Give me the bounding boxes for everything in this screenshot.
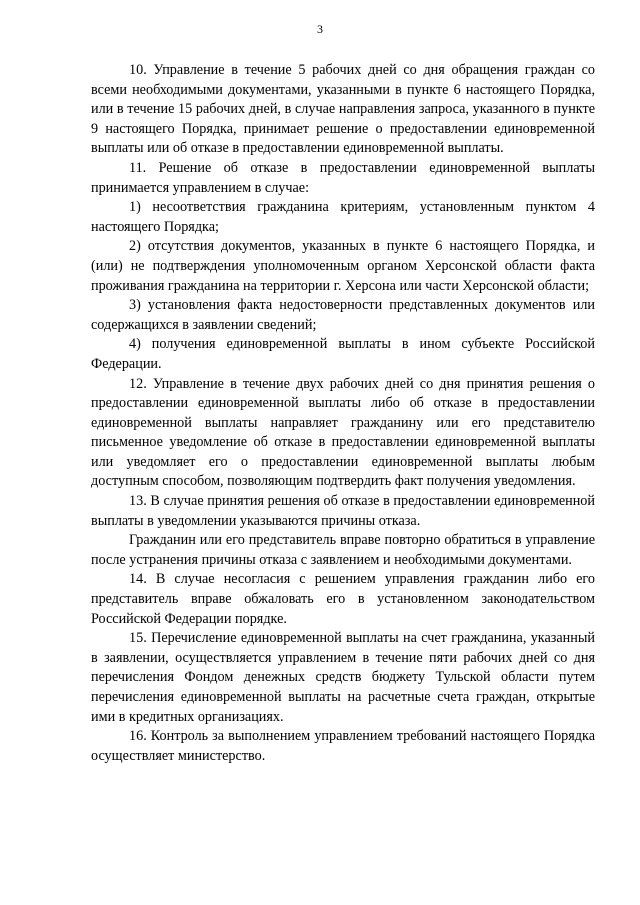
paragraph-16-control: 16. Контроль за выполнением управлением требований настоящего Порядка осуществляет министерство. [91,728,595,764]
paragraph-repeat-application: Гражданин или его представитель вправе повторно обратиться в управление после устранения причины отказа с заявлением и необходимыми документами. [91,532,595,568]
list-item-4: 4) получения единовременной выплаты в ином субъекте Российской Федерации. [91,336,595,372]
paragraph-14-appeal: 14. В случае несогласия с решением управления гражданин либо его представитель вправе обжаловать его в установленном законодательством Российской Федерации порядке. [91,571,595,627]
page-number: 3 [317,22,323,36]
paragraph-13-refusal-reasons: 13. В случае принятия решения об отказе в предоставлении единовременной выплаты в уведомлении указываются причины отказа. [91,493,595,529]
paragraph-10-decision-term: 10. Управление в течение 5 рабочих дней со дня обращения граждан со всеми необходимыми документами, указанными в пункте 6 настоящего Порядка, или в течение 15 рабочих дней, в случае направления запроса, указанного в пункте 9 настоящего Порядка, принимает решение о предоставлении единовременной выплаты или об отказе в предоставлении единовременной выплаты. [91,62,595,157]
list-item-2: 2) отсутствия документов, указанных в пункте 6 настоящего Порядка, и (или) не подтверждения уполномоченным органом Херсонской области факта проживания гражданина на территории г. Херсона или части Херсонской области; [91,238,595,294]
document-body [91,61,595,766]
list-item-3: 3) установления факта недостоверности представленных документов или содержащихся в заявлении сведений; [91,297,595,333]
paragraph-15-transfer: 15. Перечисление единовременной выплаты на счет гражданина, указанный в заявлении, осуществляется управлением в течение пяти рабочих дней со дня перечисления Фондом денежных средств бюджету Тульской области путем перечисления единовременной выплаты на расчетные счета граждан, открытые ими в кредитных организациях. [91,630,595,725]
paragraph-11-refusal-grounds: 11. Решение об отказе в предоставлении единовременной выплаты принимается управлением в случае: [91,159,595,196]
list-item-1: 1) несоответствия гражданина критериям, установленным пунктом 4 настоящего Порядка; [91,199,595,235]
paragraph-12-notification: 12. Управление в течение двух рабочих дней со дня принятия решения о предоставлении единовременной выплаты либо об отказе в предоставлении единовременной выплаты направляет гражданину или его представителю письменное уведомление об отказе в предоставлении единовременной выплаты или уведомляет его о предоставлении единовременной выплаты любым доступным способом, позволяющим подтвердить факт получения уведомления. [91,375,595,490]
